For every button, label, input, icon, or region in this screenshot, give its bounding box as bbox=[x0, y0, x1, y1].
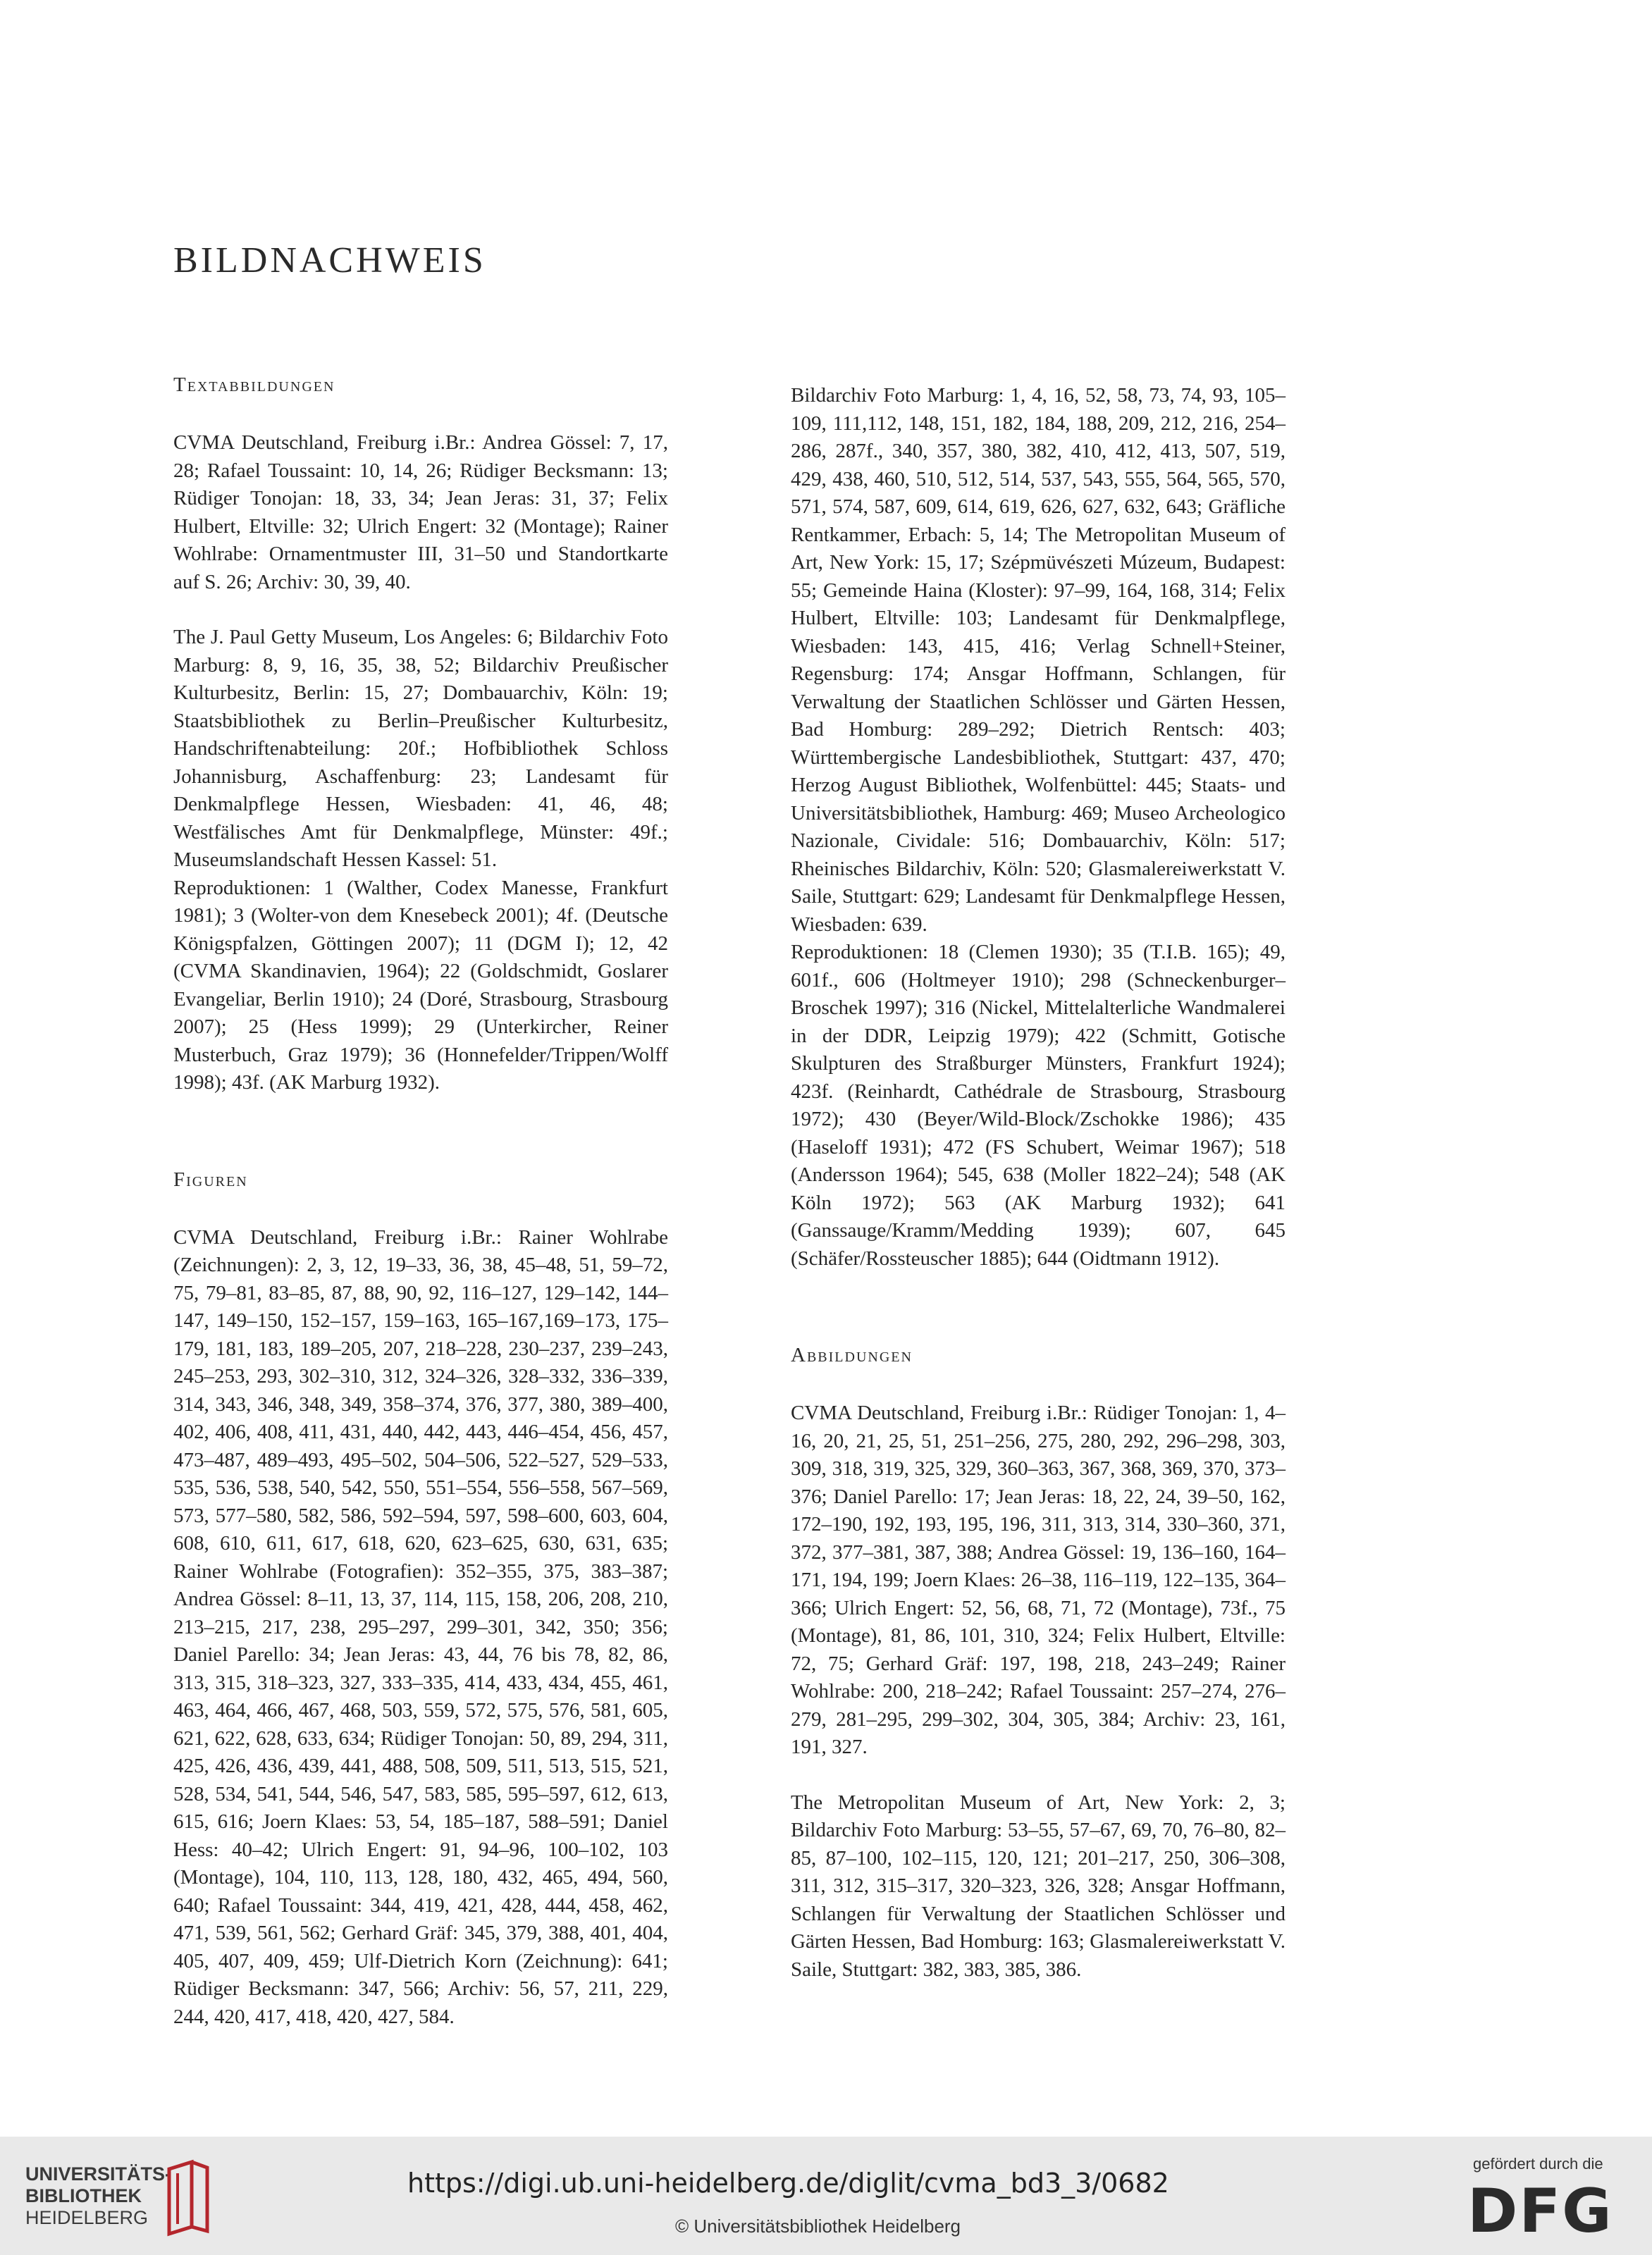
paragraph: Reproduktionen: 1 (Walther, Codex Manesse, Frankfurt 1981); 3 (Wolter-von dem Knesebeck 2001); 4f. (Deutsche Königspfalzen, Göttingen 2007); 11 (DGM I); 12, 42 (CVMA Skandinavien, 1964); 22 (Goldschmidt, Goslarer Evangeliar, Berlin 1910); 24 (Doré, Strasbourg, Strasbourg 2007); 25 (Hess 1999); 29 (Unterkircher, Reiner Musterbuch, Graz 1979); 36 (Honnefelder/Trippen/Wolff 1998); 43f. (AK Marburg 1932). bbox=[173, 876, 668, 1094]
page-title: BILDNACHWEIS bbox=[173, 240, 486, 280]
paragraph: Reproduktionen: 18 (Clemen 1930); 35 (T.I.B. 165); 49, 601f., 606 (Holtmeyer 1910); 298 (Schneckenburger–Broschek 1997); 316 (Nickel, Mittelalterliche Wandmalerei in der DDR, Leipzig 1979); 422 (Schmitt, Gotische Skulpturen des Straßburger Münsters, Frankfurt 1924); 423f. (Reinhardt, Cathédrale de Strasbourg, Strasbourg 1972); 430 (Beyer/Wild-Block/Zschokke 1986); 435 (Haseloff 1931); 472 (FS Schubert, Weimar 1967); 518 (Andersson 1964); 545, 638 (Moller 1822–24); 548 (AK Köln 1972); 563 (AK Marburg 1932); 641 (Ganssauge/Kramm/Medding 1939); 607, 645 (Schäfer/Rossteuscher 1885); 644 (Oidtmann 1912). bbox=[791, 941, 1286, 1270]
dfg-logo: DFG bbox=[1467, 2176, 1613, 2247]
paragraph: CVMA Deutschland, Freiburg i.Br.: Rüdiger Tonojan: 1, 4–16, 20, 21, 25, 51, 251–256, 275, 280, 292, 296–298, 303, 309, 318, 319, 325, 329, 360–363, 367, 368, 369, 370, 373–376; Daniel Parello: 17; Jean Jeras: 18, 22, 24, 39–50, 162, 172–190, 192, 193, 195, 196, 311, 313, 314, 330–360, 371, 372, 377–381, 387, 388; Andrea Gössel: 19, 136–160, 164–171, 194, 199; Joern Klaes: 26–38, 116–119, 122–135, 364–366; Ulrich Engert: 52, 56, 68, 71, 72 (Montage), 73f., 75 (Montage), 81, 86, 101, 310, 324; Felix Hulbert, Eltville: 72, 75; Gerhard Gräf: 197, 198, 218, 243–249; Rainer Wohlrabe: 200, 218–242; Rafael Toussaint: 257–274, 276–279, 281–295, 299–302, 304, 305, 384; Archiv: 23, 161, 191, 327. bbox=[791, 1402, 1286, 1758]
section-heading-textabbildungen: Textabbildungen bbox=[173, 373, 335, 396]
section-heading-abbildungen: Abbildungen bbox=[791, 1344, 913, 1366]
library-name-line2: BIBLIOTHEK bbox=[25, 2185, 142, 2206]
section-heading-figuren: Figuren bbox=[173, 1168, 248, 1191]
copyright-text: © Universitätsbibliothek Heidelberg bbox=[675, 2216, 961, 2237]
paragraph: CVMA Deutschland, Freiburg i.Br.: Rainer Wohlrabe (Zeichnungen): 2, 3, 12, 19–33, 36, 38, 45–48, 51, 59–72, 75, 79–81, 83–85, 87, 88, 90, 92, 116–127, 129–142, 144–147, 149–150, 152–157, 159–163, 165–167,169–173, 175–179, 181, 183, 189–205, 207, 218–228, 230–237, 239–243, 245–253, 293, 302–310, 312, 324–326, 328–332, 336–339, 314, 343, 346, 348, 349, 358–374, 376, 377, 380, 389–400, 402, 406, 408, 411, 431, 440, 442, 443, 446–454, 456, 457, 473–487, 489–493, 495–502, 504–506, 522–527, 529–533, 535, 536, 538, 540, 542, 550, 551–554, 556–558, 567–569, 573, 577–580, 582, 586, 592–594, 597, 598–600, 603, 604, 608, 610, 611, 617, 618, 620, 623–625, 630, 631, 635; Rainer Wohlrabe (Fotografien): 352–355, 375, 383–387; Andrea Gössel: 8–11, 13, 37, 114, 115, 158, 206, 208, 210, 213–215, 217, 238, 295–297, 299–301, 342, 350; 356; Daniel Parello: 34; Jean Jeras: 43, 44, 76 bis 78, 82, 86, 313, 315, 318–323, 327, 333–335, 414, 433, 434, 455, 461, 463, 464, 466, 467, 468, 503, 559, 572, 575, 576, 581, 605, 621, 622, 628, 633, 634; Rüdiger Tonojan: 50, 89, 294, 311, 425, 426, 436, 439, 441, 488, 508, 509, 511, 513, 515, 521, 528, 534, 541, 544, 546, 547, 583, 585, 595–597, 612, 613, 615, 616; Joern Klaes: 53, 54, 185–187, 588–591; Daniel Hess: 40–42; Ulrich Engert: 91, 94–96, 100–102, 103 (Montage), 104, 110, 113, 128, 180, 432, 465, 494, 560, 640; Rafael Toussaint: 344, 419, 421, 428, 444, 458, 462, 471, 539, 561, 562; Gerhard Gräf: 345, 379, 388, 401, 404, 405, 407, 409, 459; Ulf-Dietrich Korn (Zeichnung): 641; Rüdiger Becksmann: 347, 566; Archiv: 56, 57, 211, 229, 244, 420, 417, 418, 420, 427, 584. bbox=[173, 1225, 668, 2028]
footer-bar bbox=[0, 2137, 1652, 2255]
funding-label: gefördert durch die bbox=[1473, 2155, 1603, 2173]
library-name-line3: HEIDELBERG bbox=[25, 2207, 149, 2228]
paragraph: CVMA Deutschland, Freiburg i.Br.: Andrea Gössel: 7, 17, 28; Rafael Toussaint: 10, 14, 26; Rüdiger Becksmann: 13; Rüdiger Tonojan: 18, 33, 34; Jean Jeras: 31, 37; Felix Hulbert, Eltville: 32; Ulrich Engert: 32 (Montage); Rainer Wohlrabe: Ornamentmuster III, 31–50 und Standortkarte auf S. 26; Archiv: 30, 39, 40. bbox=[173, 431, 668, 593]
library-logo-icon bbox=[164, 2159, 213, 2237]
right-column bbox=[791, 382, 1286, 2011]
library-logo-text bbox=[25, 2163, 171, 2229]
paragraph: The Metropolitan Museum of Art, New York: 2, 3; Bildarchiv Foto Marburg: 53–55, 57–67, 69, 70, 76–80, 82–85, 87–100, 102–115, 120, 121; 201–217, 250, 306–308, 311, 312, 315–317, 320–323, 326, 328; Ansgar Hoffmann, Schlangen für Verwaltung der Staatlichen Schlösser und Gärten Hessen, Bad Homburg: 163; Glasmalereiwerkstatt V. Saile, Stuttgart: 382, 383, 385, 386. bbox=[791, 1791, 1286, 1981]
left-column bbox=[173, 373, 668, 2058]
library-name-line1: UNIVERSITÄTS- bbox=[25, 2163, 172, 2185]
paragraph: The J. Paul Getty Museum, Los Angeles: 6; Bildarchiv Foto Marburg: 8, 9, 16, 35, 38, 52; Bildarchiv Preußischer Kulturbesitz, Berlin: 15, 27; Dombauarchiv, Köln: 19; Staatsbibliothek zu Berlin–Preußischer Kulturbesitz, Handschriftenabteilung: 20f.; Hofbibliothek Schloss Johannisburg, Aschaffenburg: 23; Landesamt für Denkmalpflege Hessen, Wiesbaden: 41, 46, 48; Westfälisches Amt für Denkmalpflege, Münster: 49f.; Museumslandschaft Hessen Kassel: 51. bbox=[173, 626, 668, 871]
document-url-link[interactable]: https://digi.ub.uni-heidelberg.de/diglit/cvma_bd3_3/0682 bbox=[407, 2168, 1169, 2199]
paragraph: Bildarchiv Foto Marburg: 1, 4, 16, 52, 58, 73, 74, 93, 105–109, 111,112, 148, 151, 182, 184, 188, 209, 212, 216, 254–286, 287f., 340, 357, 380, 382, 410, 412, 413, 507, 519, 429, 438, 460, 510, 512, 514, 537, 543, 555, 564, 565, 570, 571, 574, 587, 609, 614, 619, 626, 627, 632, 643; Gräfliche Rentkammer, Erbach: 5, 14; The Metropolitan Museum of Art, New York: 15, 17; Szépmüvészeti Múzeum, Budapest: 55; Gemeinde Haina (Kloster): 97–99, 164, 168, 314; Felix Hulbert, Eltville: 103; Landesamt für Denkmalpflege, Wiesbaden: 143, 415, 416; Verlag Schnell+Steiner, Regensburg: 174; Ansgar Hoffmann, Schlangen, für Verwaltung der Staatlichen Schlösser und Gärten Hessen, Bad Homburg: 289–292; Dietrich Rentsch: 403; Württembergische Landesbibliothek, Stuttgart: 437, 470; Herzog August Bibliothek, Wolfenbüttel: 445; Staats- und Universitätsbibliothek, Hamburg: 469; Museo Archeologico Nazionale, Cividale: 516; Dombauarchiv, Köln: 517; Rheinisches Bildarchiv, Köln: 520; Glasmalereiwerkstatt V. Saile, Stuttgart: 629; Landesamt für Denkmalpflege Hessen, Wiesbaden: 639. bbox=[791, 384, 1286, 936]
